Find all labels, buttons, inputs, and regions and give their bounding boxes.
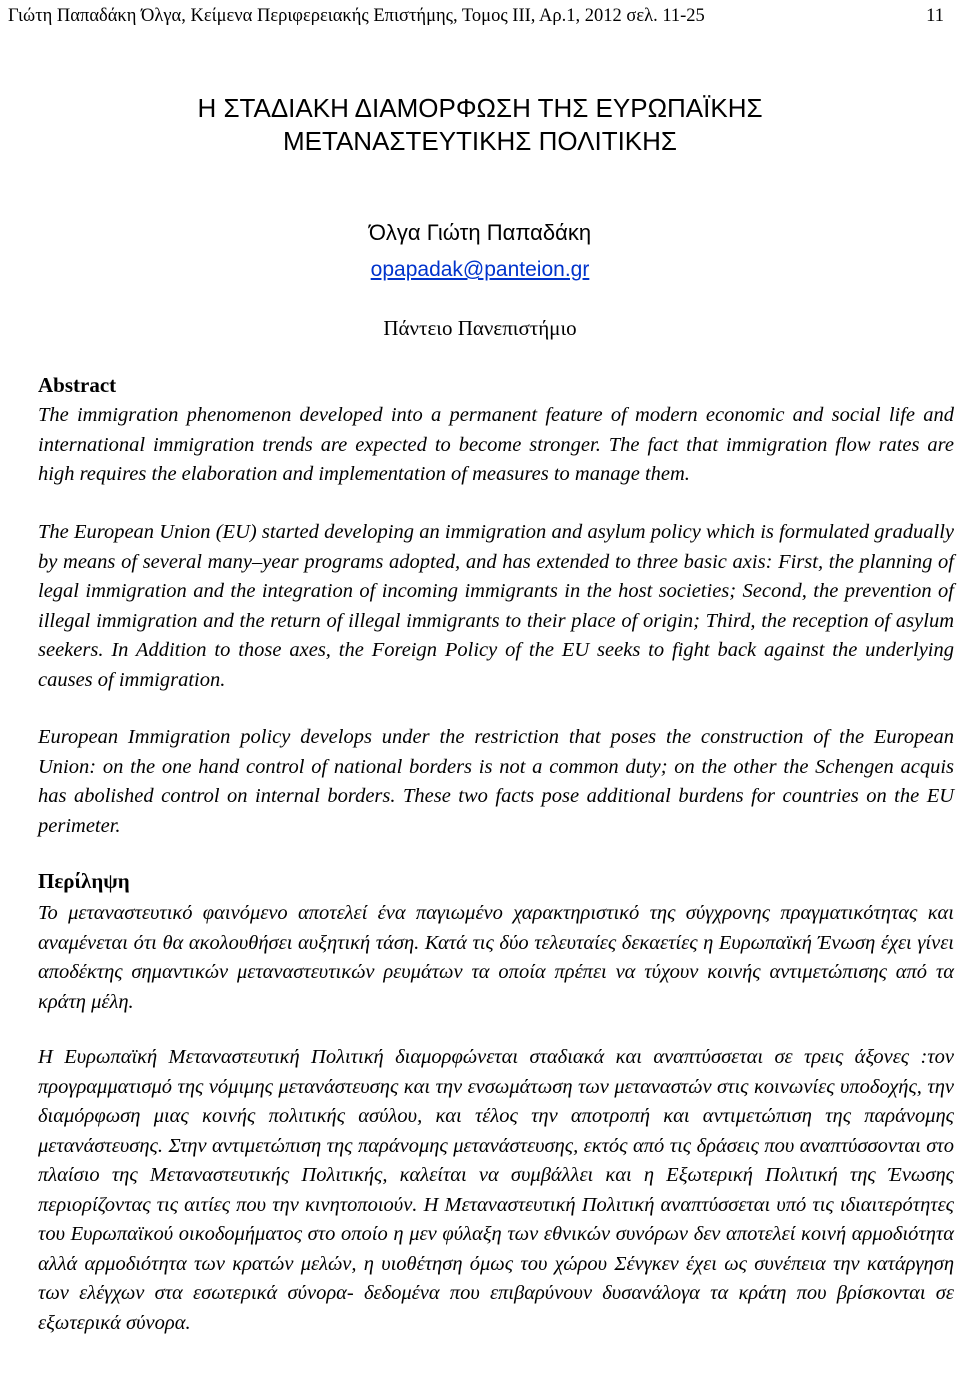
- author-name: Όλγα Γιώτη Παπαδάκη: [368, 220, 592, 245]
- abstract-heading: Abstract: [38, 373, 117, 397]
- author-affiliation: Πάντειο Πανεπιστήμιο: [383, 316, 577, 340]
- title-line-2: ΜΕΤΑΝΑΣΤΕΥΤΙΚΗΣ ΠΟΛΙΤΙΚΗΣ: [283, 126, 677, 156]
- abstract-p3-sentence-1: European Immigration policy develops under the restriction that poses the construction of the European Union: on the one hand control of national borders is not a common duty; on the other the Schengen acquis has abolished control on internal borders.: [38, 726, 954, 807]
- abstract-p1-sentence-2: The fact that immigration flow rates are high requires the elaboration and implementation of measures to manage them.: [38, 433, 954, 485]
- summary-p1-sentence-2: Κατά τις δύο τελευταίες δεκαετίες η Ευρωπαϊκή Ένωση έχει γίνει αποδέκτης σημαντικών μεταναστευτικών ρευμάτων τα οποία πρέπει να τύχουν κοινής αντιμετώπισης από τα κράτη μέλη.: [38, 931, 954, 1013]
- summary-p2-sentence-3: Η Μεταναστευτική Πολιτική αναπτύσσεται υπό τις ιδιαιτερότητες του Ευρωπαϊκού οικοδομήματος στο οποίο η μεν φύλαξη των εθνικών συνόρων δεν αποτελεί κοινή αρμοδιότητα αλλά αρμοδιότητα των κρατών μελών, η υιοθέτηση όμως του χώρου Σένγκεν έχει ως συνέπεια την κατάργηση των ελέγχων στα εσωτερικά σύνορα- δεδομένα που επιβαρύνουν δυσανάλογα τα κράτη που βρίσκονται σε εξωτερικά σύνορα.: [38, 1193, 954, 1334]
- author-email-link[interactable]: opapadak@panteion.gr: [370, 258, 590, 281]
- summary-p1-sentence-1: Το μεταναστευτικό φαινόμενο αποτελεί ένα παγιωμένο χαρακτηριστικό της σύγχρονης πραγματικότητας και αναμένεται ότι θα ακολουθήσει αυξητική τάση.: [38, 902, 954, 954]
- running-header: [8, 6, 944, 32]
- citation-line: Γιώτη Παπαδάκη Όλγα, Κείμενα Περιφερειακής Επιστήμης, Τομος ΙΙΙ, Αρ.1, 2012 σελ. 11-25: [8, 6, 705, 26]
- page-number: 11: [926, 6, 944, 26]
- abstract-paragraph-1: [38, 401, 954, 490]
- summary-heading: Περίληψη: [38, 869, 130, 893]
- title-line-1: Η ΣΤΑΔΙΑΚΗ ΔΙΑΜΟΡΦΩΣΗ ΤΗΣ ΕΥΡΩΠΑΪΚΗΣ: [197, 93, 763, 123]
- abstract-paragraph-2: [38, 518, 954, 695]
- summary-paragraph-1: [38, 899, 954, 1017]
- abstract-p2-sentence-1: The European Union (EU) started developing an immigration and asylum policy which is formulated gradually by means of several many–year programs adopted, and has extended to three basic axis: First, the planning of legal immigration and the integration of incoming immigrants in the host societies; Second, the prevention of illegal immigration and the return of illegal immigrants to their place of origin; Third, the reception of asylum seekers.: [38, 521, 954, 661]
- author-email-block: [0, 258, 960, 282]
- abstract-p1-sentence-1: The immigration phenomenon developed into a permanent feature of modern economic and social life and international immigration trends are expected to become stronger.: [38, 404, 954, 456]
- summary-p2-sentence-2: Στην αντιμετώπιση της παράνομης μετανάστευσης, εκτός από τις δράσεις που αναπτύσσονται στο πλαίσιο της Μεταναστευτικής Πολιτικής, καλείται να συμβάλλει και η Εξωτερική Πολιτική της Ένωσης περιορίζοντας τις αιτίες που την κινητοποιούν.: [38, 1134, 954, 1216]
- paper-title: [0, 92, 960, 158]
- abstract-p2-sentence-2: In Addition to those axes, the Foreign Policy of the EU seeks to fight back against the underlying causes of immigration.: [38, 639, 954, 691]
- abstract-paragraph-3: [38, 723, 954, 841]
- abstract-p3-sentence-2: These two facts pose additional burdens for countries on the EU perimeter.: [38, 785, 955, 837]
- summary-p2-sentence-1: Η Ευρωπαϊκή Μεταναστευτική Πολιτική διαμορφώνεται σταδιακά και αναπτύσσεται σε τρεις άξονες :τον προγραμματισμό της νόμιμης μετανάστευσης και την ενσωμάτωση των μεταναστών στις κοινωνίες υποδοχής, την διαμόρφωση μιας κοινής πολιτικής ασύλου, και τέλος την αποτροπή και αντιμετώπιση της παράνομης μετανάστευσης.: [38, 1046, 954, 1157]
- summary-paragraph-2: [38, 1043, 954, 1338]
